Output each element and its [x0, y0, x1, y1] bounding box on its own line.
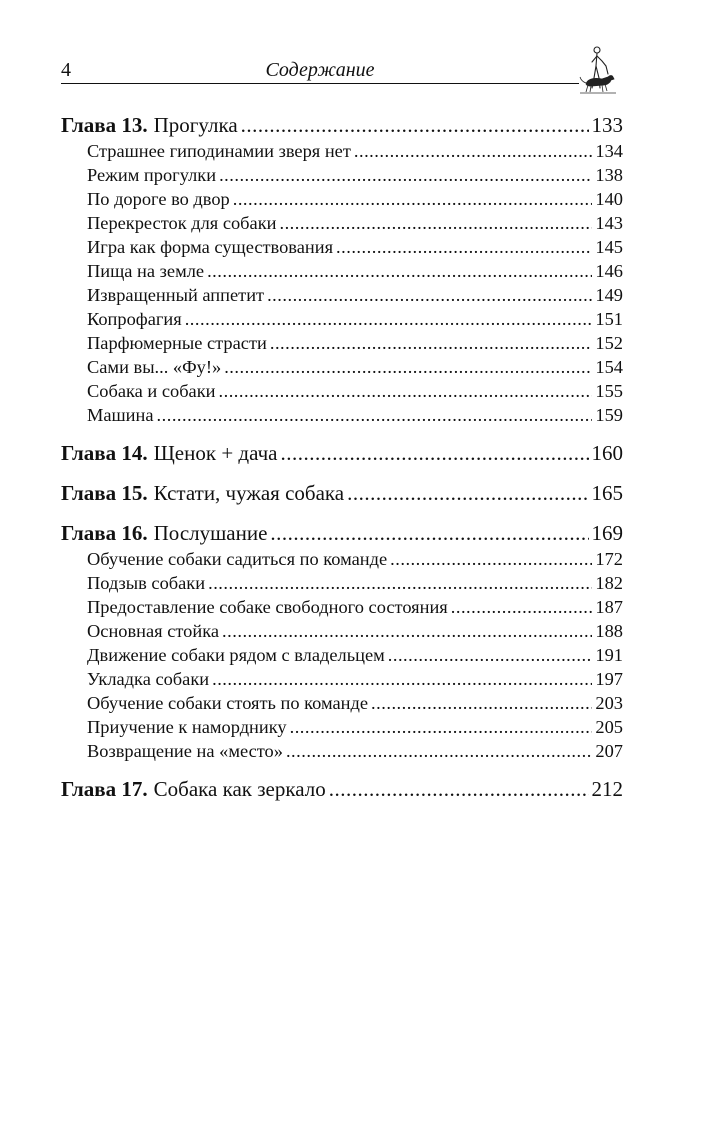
person-with-dog-icon: [578, 44, 618, 96]
toc-entry: [61, 547, 623, 571]
dot-leader: [207, 259, 592, 283]
dot-leader: [241, 111, 589, 139]
entry-page: 149: [595, 285, 623, 305]
chapter-13: [61, 111, 623, 427]
chapter-title: Собака как зеркало: [153, 777, 326, 801]
toc-entry: [61, 691, 623, 715]
chapter-title: Послушание: [153, 521, 268, 545]
entry-title: Игра как форма существования: [87, 237, 334, 257]
entry-page: 145: [595, 237, 623, 257]
page-header: [61, 52, 579, 84]
dot-leader: [347, 479, 588, 507]
entry-page: 159: [595, 405, 623, 425]
dot-leader: [286, 739, 592, 763]
toc-entry: [61, 619, 623, 643]
dot-leader: [270, 519, 588, 547]
entry-title: Извращенный аппетит: [87, 285, 265, 305]
dot-leader: [157, 403, 593, 427]
entry-title: Парфюмерные страсти: [87, 333, 267, 353]
toc-entry: [61, 211, 623, 235]
table-of-contents: [61, 111, 623, 803]
toc-entry: [61, 163, 623, 187]
entry-page: 205: [595, 717, 623, 737]
dot-leader: [329, 775, 589, 803]
chapter-page: 169: [591, 521, 623, 545]
dot-leader: [280, 439, 588, 467]
spacer: [61, 507, 623, 519]
entry-title: Режим прогулки: [87, 165, 217, 185]
entry-page: 138: [595, 165, 623, 185]
entry-title: Перекресток для собаки: [87, 213, 277, 233]
chapter-label: Глава 17.: [61, 777, 148, 801]
dot-leader: [208, 571, 592, 595]
dot-leader: [224, 355, 592, 379]
toc-entry: [61, 187, 623, 211]
entry-page: 140: [595, 189, 623, 209]
spacer: [61, 427, 623, 439]
entry-page: 146: [595, 261, 623, 281]
header-rule: [61, 83, 579, 84]
chapter-page: 212: [591, 777, 623, 801]
chapter-label: Глава 13.: [61, 113, 148, 137]
entry-page: 197: [595, 669, 623, 689]
dot-leader: [371, 691, 592, 715]
chapter-page: 133: [591, 113, 623, 137]
dot-leader: [270, 331, 593, 355]
toc-entry: [61, 259, 623, 283]
entry-title: Копрофагия: [87, 309, 182, 329]
entry-page: 188: [595, 621, 623, 641]
toc-entry: [61, 571, 623, 595]
toc-entry: [61, 715, 623, 739]
dot-leader: [212, 667, 592, 691]
toc-entry: [61, 283, 623, 307]
chapter-page: 165: [591, 481, 623, 505]
dot-leader: [279, 211, 592, 235]
chapter-15: [61, 479, 623, 507]
dot-leader: [267, 283, 592, 307]
spacer: [61, 763, 623, 775]
chapter-16: [61, 519, 623, 763]
toc-entry: [61, 235, 623, 259]
toc-entry: [61, 643, 623, 667]
entry-title: Приучение к наморднику: [87, 717, 287, 737]
toc-entry: [61, 667, 623, 691]
chapter-heading: [61, 111, 623, 139]
entry-page: 207: [595, 741, 623, 761]
chapter-14: [61, 439, 623, 467]
entry-page: 182: [595, 573, 623, 593]
entry-title: Движение собаки рядом с владельцем: [87, 645, 385, 665]
chapter-title: Щенок + дача: [153, 441, 278, 465]
entry-title: Машина: [87, 405, 154, 425]
chapter-label: Глава 16.: [61, 521, 148, 545]
entry-title: Укладка собаки: [87, 669, 210, 689]
dot-leader: [290, 715, 593, 739]
entry-title: Собака и собаки: [87, 381, 216, 401]
entry-page: 151: [595, 309, 623, 329]
entry-title: Пища на земле: [87, 261, 205, 281]
dot-leader: [185, 307, 593, 331]
chapter-heading: [61, 439, 623, 467]
entry-page: 154: [595, 357, 623, 377]
dot-leader: [219, 379, 593, 403]
toc-entry: [61, 331, 623, 355]
chapter-page: 160: [591, 441, 623, 465]
entry-title: Страшнее гиподинамии зверя нет: [87, 141, 351, 161]
entry-page: 191: [595, 645, 623, 665]
entry-title: Сами вы... «Фу!»: [87, 357, 222, 377]
toc-entry: [61, 595, 623, 619]
chapter-label: Глава 14.: [61, 441, 148, 465]
entry-title: Основная стойка: [87, 621, 220, 641]
entry-title: Подзыв собаки: [87, 573, 206, 593]
running-title: Содержание: [265, 59, 375, 81]
toc-entry: [61, 739, 623, 763]
toc-entry: [61, 139, 623, 163]
dot-leader: [219, 163, 592, 187]
entry-title: Обучение собаки стоять по команде: [87, 693, 369, 713]
dot-leader: [222, 619, 592, 643]
chapter-heading: [61, 775, 623, 803]
dot-leader: [451, 595, 593, 619]
entry-page: 143: [595, 213, 623, 233]
entry-title: Возвращение на «место»: [87, 741, 283, 761]
dot-leader: [336, 235, 592, 259]
dot-leader: [388, 643, 593, 667]
entry-page: 172: [595, 549, 623, 569]
chapter-title: Кстати, чужая собака: [153, 481, 345, 505]
toc-entry: [61, 379, 623, 403]
entry-page: 152: [595, 333, 623, 353]
chapter-heading: [61, 519, 623, 547]
entry-page: 203: [595, 693, 623, 713]
chapter-label: Глава 15.: [61, 481, 148, 505]
toc-entry: [61, 307, 623, 331]
chapter-17: [61, 775, 623, 803]
dot-leader: [390, 547, 592, 571]
entry-page: 155: [595, 381, 623, 401]
entry-title: Предоставление собаке свободного состояния: [87, 597, 448, 617]
chapter-title: Прогулка: [153, 113, 238, 137]
entry-title: По дороге во двор: [87, 189, 230, 209]
toc-entry: [61, 355, 623, 379]
entry-page: 134: [595, 141, 623, 161]
dot-leader: [233, 187, 593, 211]
chapter-heading: [61, 479, 623, 507]
dot-leader: [354, 139, 593, 163]
entry-title: Обучение собаки садиться по команде: [87, 549, 388, 569]
spacer: [61, 467, 623, 479]
page-number: 4: [61, 59, 71, 81]
toc-entry: [61, 403, 623, 427]
entry-page: 187: [595, 597, 623, 617]
